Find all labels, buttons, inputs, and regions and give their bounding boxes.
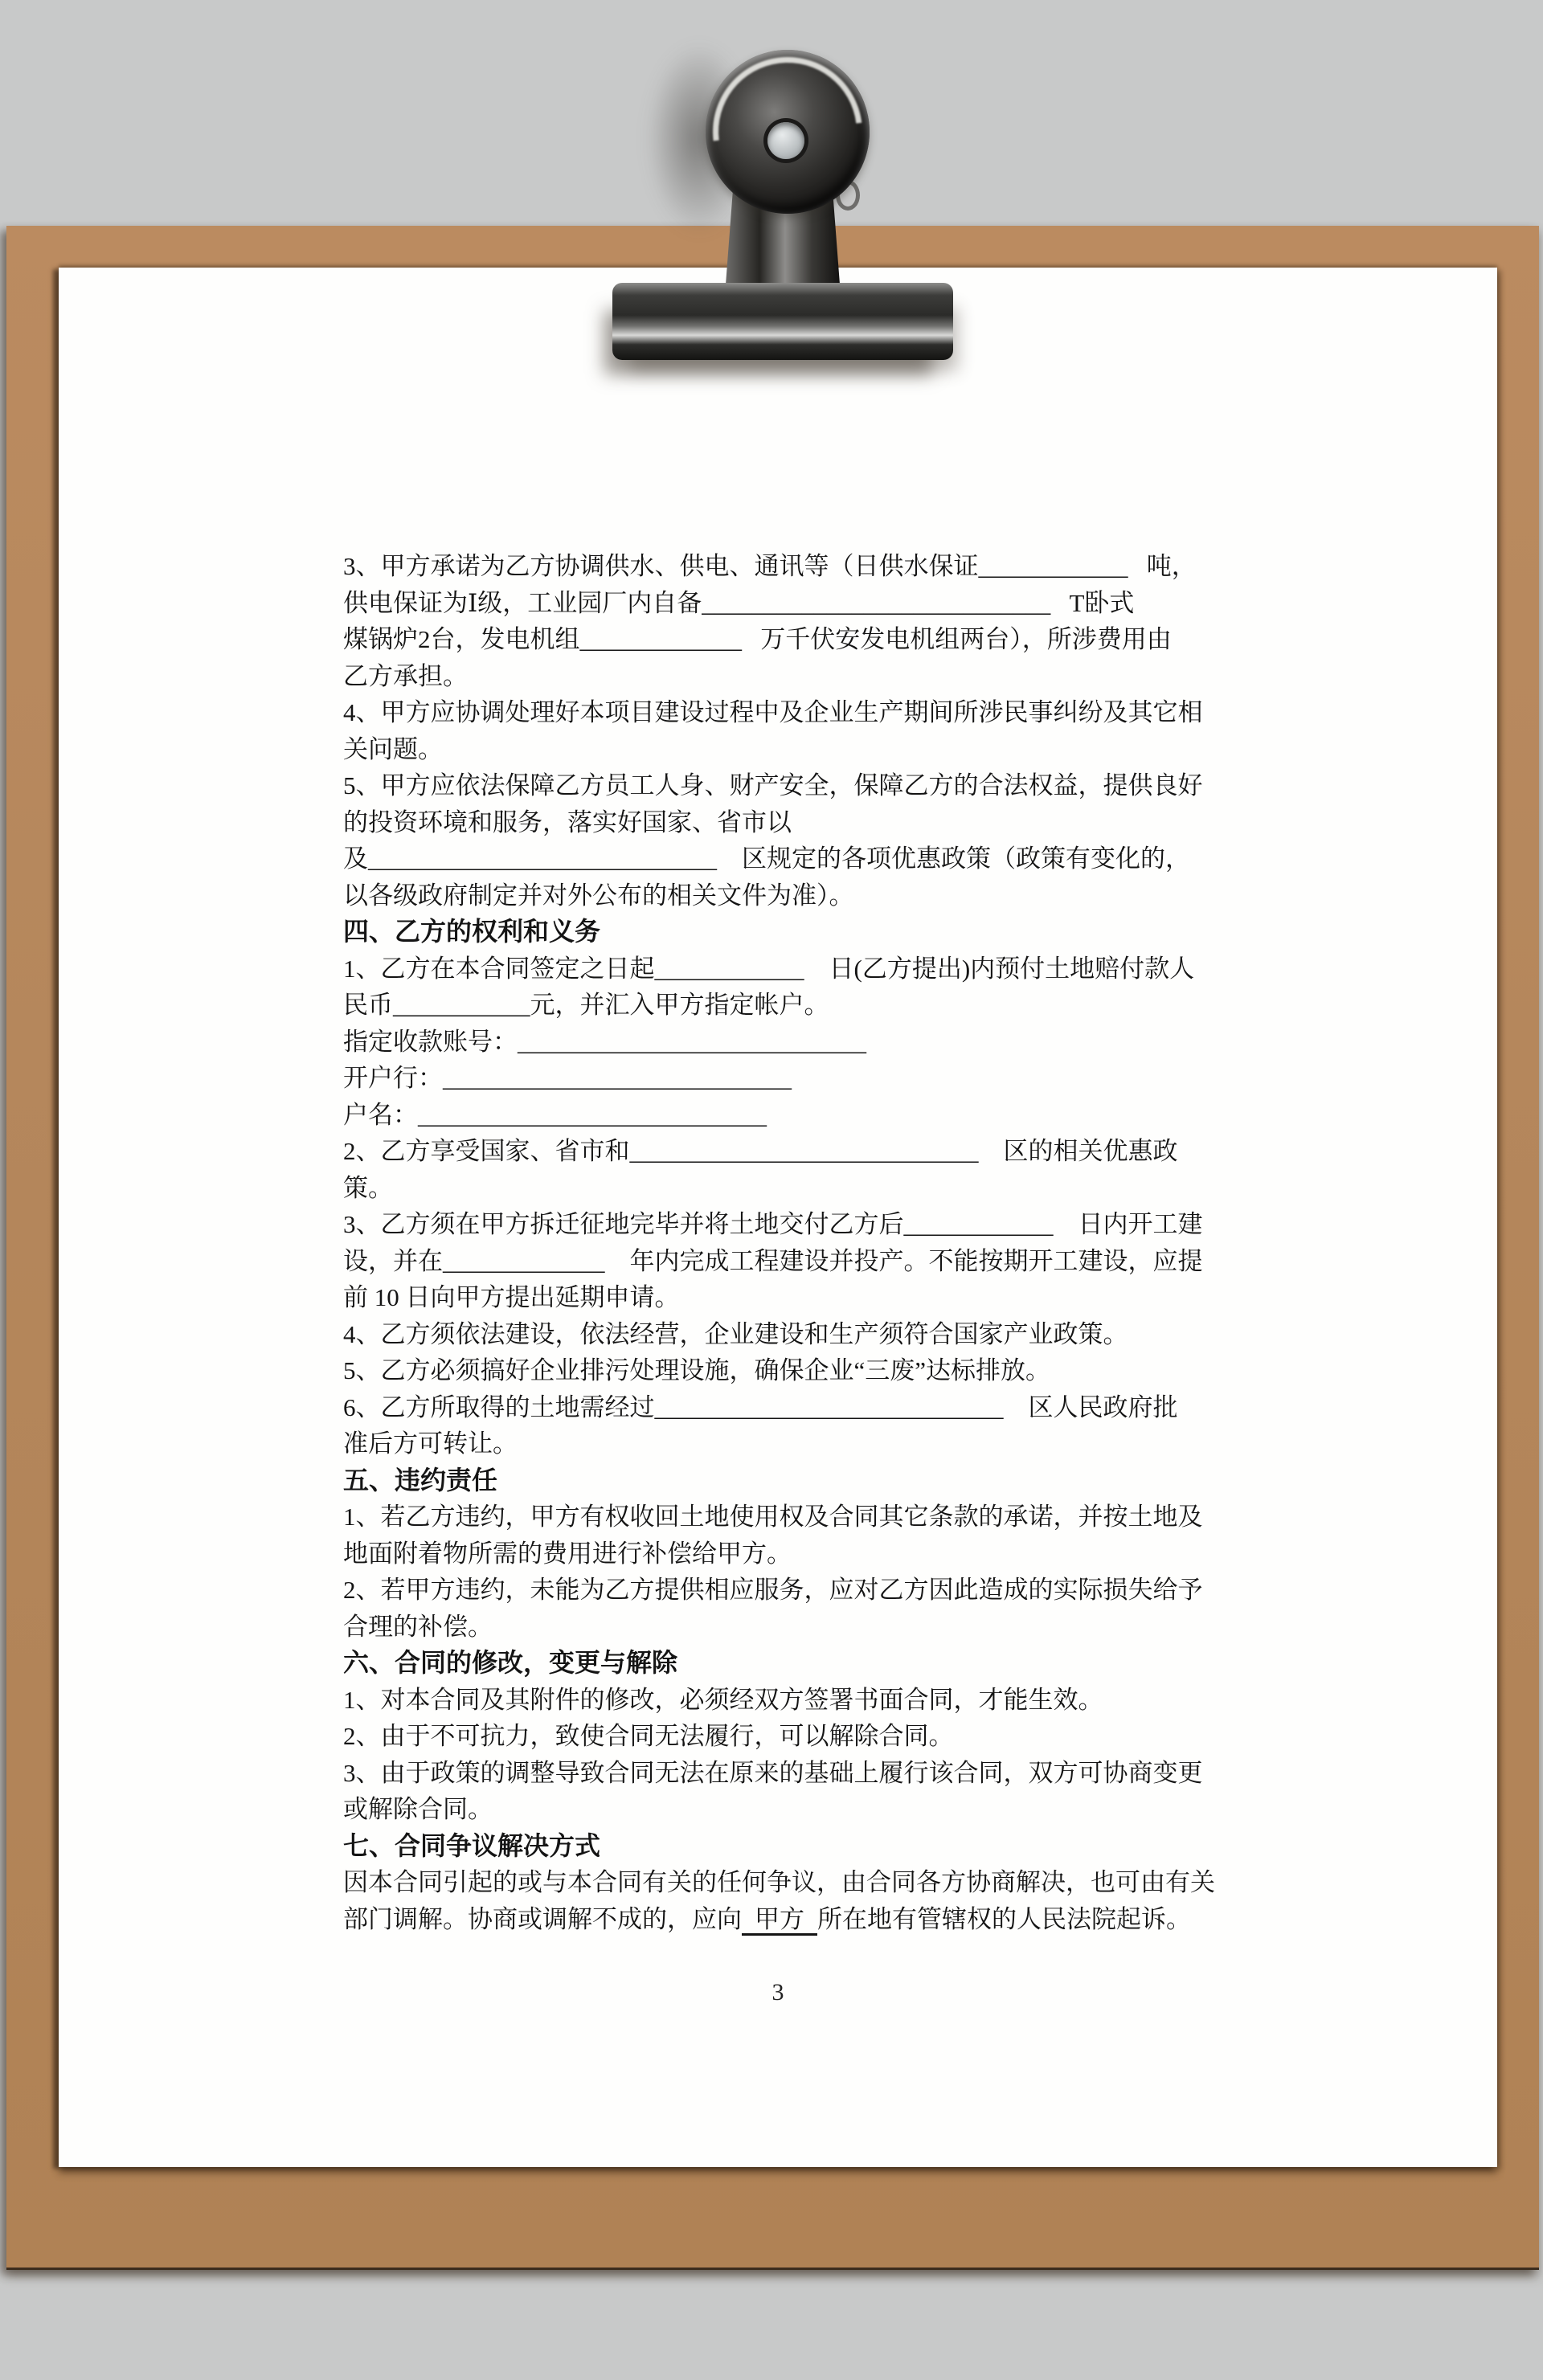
- contract-line: 指定收款账号：____________________________: [343, 1027, 866, 1056]
- contract-line: 合理的补偿。: [343, 1612, 493, 1641]
- contract-line: 2、由于不可抗力，致使合同无法履行，可以解除合同。: [343, 1722, 954, 1750]
- section-heading-breach-liability: 五、违约责任: [343, 1465, 498, 1495]
- section-heading-dispute-resolution: 七、合同争议解决方式: [343, 1830, 601, 1860]
- contract-line: 1、若乙方违约，甲方有权收回土地使用权及合同其它条款的承诺，并按土地及: [343, 1503, 1203, 1531]
- contract-line: 以各级政府制定并对外公布的相关文件为准）。: [343, 881, 854, 910]
- contract-line: 的投资环境和服务，落实好国家、省市以: [343, 808, 792, 836]
- contract-line: 2、乙方享受国家、省市和____________________________ 区的相关优惠政: [343, 1137, 1178, 1165]
- contract-line: 户名：____________________________: [343, 1100, 767, 1129]
- contract-line: 煤锅炉2台，发电机组_____________ 万千伏安发电机组两台），所涉费用由: [343, 625, 1172, 653]
- binder-clip-bar: [612, 283, 953, 360]
- page-number: 3: [772, 1979, 784, 2006]
- contract-line: 民币___________元，并汇入甲方指定帐户。: [343, 991, 829, 1019]
- contract-line: 或解除合同。: [343, 1795, 493, 1823]
- contract-line: 3、由于政策的调整导致合同无法在原来的基础上履行该合同，双方可协商变更: [343, 1758, 1203, 1787]
- contract-line: 2、若甲方违约，未能为乙方提供相应服务，应对乙方因此造成的实际损失给予: [343, 1576, 1203, 1604]
- contract-line: 1、对本合同及其附件的修改，必须经双方签署书面合同，才能生效。: [343, 1685, 1103, 1714]
- contract-line: 及____________________________ 区规定的各项优惠政策（政策有变化的，: [343, 844, 1190, 873]
- contract-line: 因本合同引起的或与本合同有关的任何争议，由合同各方协商解决，也可由有关: [343, 1868, 1215, 1896]
- contract-line: 乙方承担。: [343, 661, 468, 690]
- contract-line: 关问题。: [343, 734, 443, 763]
- contract-line: 3、甲方承诺为乙方协调供水、供电、通讯等（日供水保证____________ 吨，: [343, 552, 1197, 580]
- contract-line: 6、乙方所取得的土地需经过____________________________ 区人民政府批: [343, 1392, 1178, 1421]
- contract-line: 地面附着物所需的费用进行补偿给甲方。: [343, 1539, 792, 1568]
- dispute-line-pre: 部门调解。协商或调解不成的，应向: [343, 1904, 742, 1933]
- section-heading-party-b-rights: 四、乙方的权利和义务: [343, 917, 601, 946]
- contract-line: 5、乙方必须搞好企业排污处理设施，确保企业“三废”达标排放。: [343, 1356, 1051, 1384]
- dispute-line-post: 所在地有管辖权的人民法院起诉。: [817, 1904, 1191, 1933]
- contract-text: [343, 548, 1215, 1937]
- contract-line: 4、甲方应协调处理好本项目建设过程中及企业生产期间所涉民事纠纷及其它相: [343, 698, 1203, 726]
- binder-clip-hole: [767, 122, 804, 159]
- contract-line: 3、乙方须在甲方拆迁征地完毕并将土地交付乙方后____________ 日内开工建: [343, 1210, 1203, 1238]
- dispute-filled-blank: 甲方: [742, 1905, 817, 1936]
- contract-line: 1、乙方在本合同签定之日起____________ 日(乙方提出)内预付土地赔付款人: [343, 954, 1195, 983]
- contract-line: 5、甲方应依法保障乙方员工人身、财产安全，保障乙方的合法权益，提供良好: [343, 771, 1203, 799]
- binder-clip-head: [706, 50, 870, 214]
- contract-line: 前 10 日向甲方提出延期申请。: [343, 1283, 680, 1311]
- contract-line-dispute: [343, 1901, 1203, 1938]
- contract-line: 供电保证为Ⅰ级，工业园厂内自备____________________________ T卧式: [343, 588, 1135, 617]
- section-heading-modification: 六、合同的修改，变更与解除: [343, 1648, 678, 1677]
- contract-line: 开户行：____________________________: [343, 1064, 792, 1092]
- contract-line: 准后方可转让。: [343, 1429, 518, 1458]
- contract-line: 4、乙方须依法建设，依法经营，企业建设和生产须符合国家产业政策。: [343, 1319, 1128, 1348]
- contract-line: 设，并在_____________ 年内完成工程建设并投产。不能按期开工建设，应提: [343, 1246, 1203, 1275]
- contract-line: 策。: [343, 1173, 393, 1202]
